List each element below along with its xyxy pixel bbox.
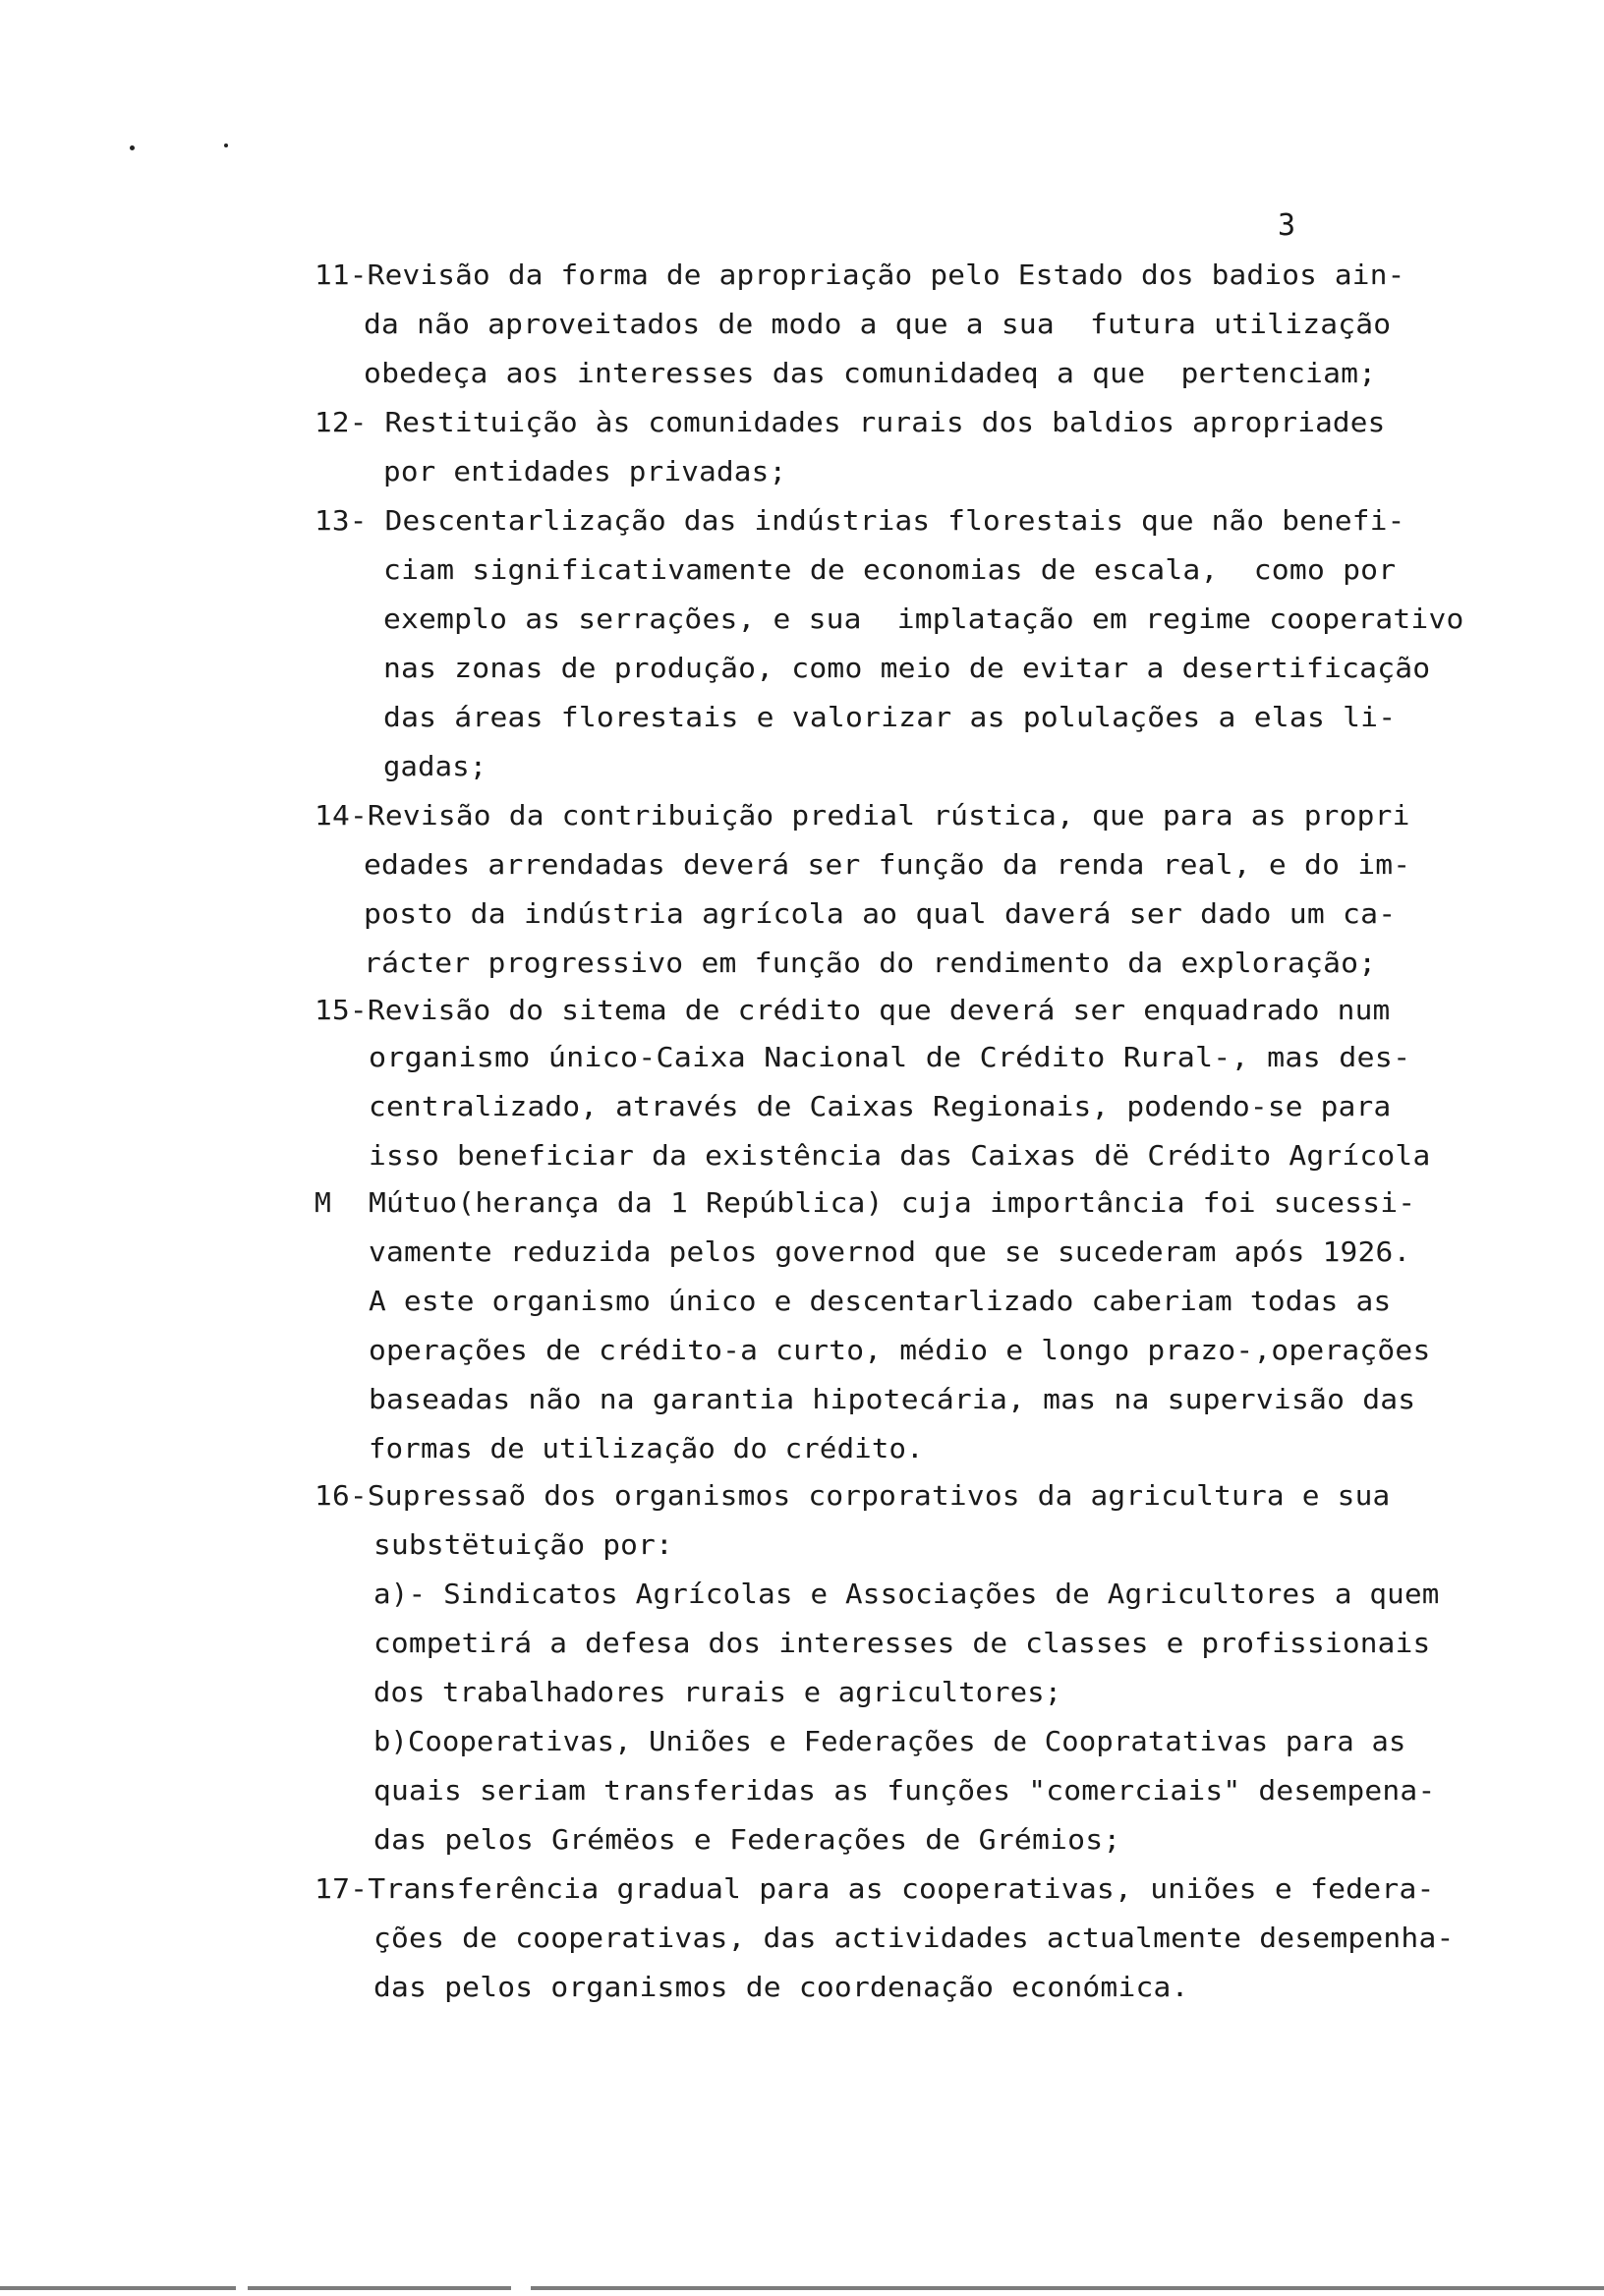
text-line: substëtuição por: — [373, 1528, 673, 1561]
text-line: vamente reduzida pelos governod que se sucederam após 1926. — [369, 1235, 1411, 1268]
scan-edge-rule — [0, 2286, 1604, 2290]
text-line: posto da indústria agrícola ao qual daverá ser dado um ca- — [364, 897, 1397, 930]
text-line: edades arrendadas deverá ser função da renda real, e do im- — [364, 848, 1411, 881]
text-line: quais seriam transferidas as funções "comerciais" desempena- — [373, 1774, 1436, 1807]
text-line: por entidades privadas; — [383, 455, 787, 488]
text-line: das pelos Grémëos e Federações de Grémios; — [373, 1823, 1121, 1856]
text-line: da não aproveitados de modo a que a sua futura utilização — [364, 308, 1392, 340]
text-line: competirá a defesa dos interesses de classes e profissionais — [373, 1627, 1431, 1659]
text-line: operações de crédito-a curto, médio e longo prazo-,operações — [369, 1334, 1431, 1366]
text-line: 12- Restituição às comunidades rurais dos baldios apropriades — [315, 406, 1386, 438]
text-line: 11-Revisão da forma de apropriação pelo Estado dos badios ain- — [315, 258, 1405, 291]
text-line: isso beneficiar da existência das Caixas dë Crédito Agrícola — [369, 1139, 1431, 1172]
text-line: 17-Transferência gradual para as cooperativas, uniões e federa- — [315, 1872, 1435, 1905]
text-line: baseadas não na garantia hipotecária, mas na supervisão das — [369, 1383, 1416, 1415]
text-line: organismo único-Caixa Nacional de Crédito Rural-, mas des- — [369, 1041, 1411, 1073]
text-line: das pelos organismos de coordenação económica. — [373, 1971, 1189, 2003]
text-line: formas de utilização do crédito. — [369, 1432, 924, 1464]
text-line: ções de cooperativas, das actividades actualmente desempenha- — [373, 1922, 1455, 1954]
text-line: das áreas florestais e valorizar as polulações a elas li- — [383, 701, 1397, 733]
text-line: centralizado, através de Caixas Regionais, podendo-se para — [369, 1090, 1392, 1122]
scan-speck — [224, 144, 228, 147]
text-line: exemplo as serrações, e sua implatação em regime cooperativo — [383, 603, 1464, 635]
text-line: 13- Descentarlização das indústrias florestais que não benefi- — [315, 504, 1405, 537]
page-number: 3 — [1278, 208, 1296, 243]
text-line: a)- Sindicatos Agrícolas e Associações de Agricultores a quem — [373, 1578, 1440, 1610]
text-line: 15-Revisão do sitema de crédito que deverá ser enquadrado num — [315, 994, 1391, 1026]
text-line: dos trabalhadores rurais e agricultores; — [373, 1676, 1062, 1708]
scan-speck — [130, 145, 135, 150]
text-line: gadas; — [383, 750, 487, 782]
text-line: rácter progressivo em função do rendimento da exploração; — [364, 947, 1377, 979]
text-line: Mútuo(herança da 1 República) cuja importância foi sucessi- — [369, 1186, 1416, 1219]
text-line: nas zonas de produção, como meio de evitar a desertificação — [383, 652, 1431, 684]
text-line: 16-Supressaõ dos organismos corporativos da agricultura e sua — [315, 1479, 1391, 1512]
text-line: ciam significativamente de economias de escala, como por — [383, 553, 1397, 586]
text-line: 14-Revisão da contribuição predial rústica, que para as propri — [315, 799, 1410, 832]
text-line: b)Cooperativas, Uniões e Federações de Coopratativas para as — [373, 1725, 1406, 1757]
margin-mark: M — [315, 1186, 332, 1219]
text-line: obedeça aos interesses das comunidadeq a que pertenciam; — [364, 357, 1377, 389]
text-line: A este organismo único e descentarlizado caberiam todas as — [369, 1285, 1392, 1317]
